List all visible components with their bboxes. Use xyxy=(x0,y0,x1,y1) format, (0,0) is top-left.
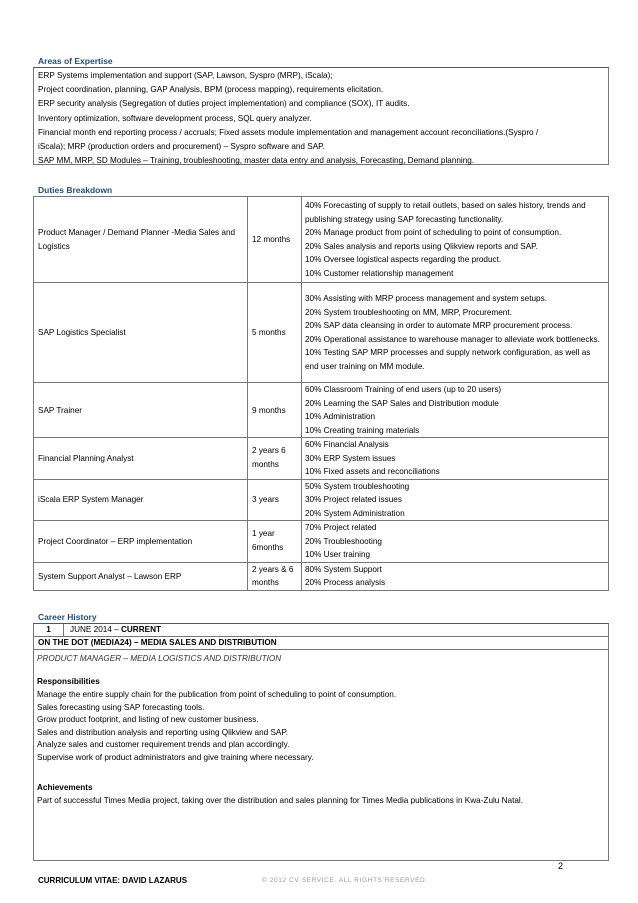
duty-item: 20% System Administration xyxy=(305,508,405,518)
responsibility-item: Manage the entire supply chain for the publication from point of scheduling to point of consumption. xyxy=(37,690,397,699)
expertise-line: Financial month end reporting process / accruals; Fixed assets module implementation and management account reconciliations.(Syspro / xyxy=(38,127,539,137)
duties-title: Duties Breakdown xyxy=(38,185,113,195)
achievements-title: Achievements xyxy=(37,783,93,792)
duty-item: 20% System troubleshooting on MM, MRP, Procurement. xyxy=(305,307,512,317)
duty-item: 70% Project related xyxy=(305,523,377,532)
duty-item: 10% Testing SAP MRP processes and supply network configuration, as well as end user training on MM module. xyxy=(305,348,591,371)
expertise-line: ERP Systems implementation and support (SAP, Lawson, Syspro (MRP), iScala); xyxy=(38,71,333,80)
duty-item: 80% System Support xyxy=(305,564,382,574)
duty-duration: 1 year 6months xyxy=(248,521,302,563)
duty-item: 10% Creating training materials xyxy=(305,425,420,435)
career-position: PRODUCT MANAGER – MEDIA LOGISTICS AND DISTRIBUTION xyxy=(37,654,282,663)
footer-copyright: © 2012 CV SERVICE. ALL RIGHTS RESERVED. xyxy=(262,877,428,884)
duty-duration: 2 years 6 months xyxy=(248,438,302,480)
career-entry-number: 1 xyxy=(34,624,64,636)
duty-item: 20% SAP data cleansing in order to automate MRP procurement process. xyxy=(305,321,573,330)
duty-role: SAP Logistics Specialist xyxy=(34,283,248,383)
duty-item: 40% Forecasting of supply to retail outlets, based on sales history, trends and publishing strategy using SAP forecasting functionality. xyxy=(305,201,586,224)
duty-items xyxy=(302,438,609,480)
duties-row xyxy=(34,438,609,480)
career-date-current: CURRENT xyxy=(120,625,162,634)
responsibility-item: Grow product footprint, and listing of new customer business. xyxy=(37,715,259,725)
achievement-item: Part of successful Times Media project, taking over the distribution and sales planning for Times Media publications in Kwa-Zulu Natal. xyxy=(37,796,524,805)
responsibility-item: Analyze sales and customer requirement trends and plan accordingly. xyxy=(37,740,290,750)
duty-item: 10% Administration xyxy=(305,412,376,421)
career-date-prefix: JUNE 2014 – xyxy=(70,625,121,634)
expertise-line: SAP MM, MRP, SD Modules – Training, troubleshooting, master data entry and analysis, Forecasting, Demand planning. xyxy=(38,156,475,166)
duty-item: 30% ERP System issues xyxy=(305,453,396,463)
duties-row xyxy=(34,383,609,438)
duty-duration: 5 months xyxy=(248,283,302,383)
duty-items xyxy=(302,479,609,521)
duty-item: 10% User training xyxy=(305,550,371,559)
expertise-title: Areas of Expertise xyxy=(38,56,113,66)
duty-role: System Support Analyst – Lawson ERP xyxy=(34,562,248,590)
duty-role: Product Manager / Demand Planner -Media Sales and Logistics xyxy=(34,197,248,283)
duty-item: 60% Classroom Training of end users (up to 20 users) xyxy=(305,385,502,394)
duties-table xyxy=(33,196,609,591)
career-entry-header xyxy=(33,623,609,637)
duty-item: 20% Manage product from point of scheduling to point of consumption. xyxy=(305,228,562,237)
expertise-box xyxy=(33,67,609,165)
duty-role: SAP Trainer xyxy=(34,383,248,438)
duties-row xyxy=(34,521,609,563)
duty-duration: 12 months xyxy=(248,197,302,283)
footer-cv-title: CURRICULUM VITAE: DAVID LAZARUS xyxy=(38,876,188,885)
duties-row xyxy=(34,562,609,590)
expertise-line: Project coordination, planning, GAP Analysis, BPM (process mapping), requirements elicitation. xyxy=(38,85,384,95)
duty-items xyxy=(302,562,609,590)
duty-duration: 2 years & 6 months xyxy=(248,562,302,590)
duties-row xyxy=(34,197,609,283)
responsibilities-list xyxy=(37,689,396,765)
duty-items xyxy=(302,383,609,438)
duty-item: 50% System troubleshooting xyxy=(305,481,410,491)
career-entry-date xyxy=(70,624,161,636)
duties-row xyxy=(34,479,609,521)
responsibility-item: Sales and distribution analysis and reporting using Qlikview and SAP. xyxy=(37,727,289,737)
expertise-line: ERP security analysis (Segregation of duties project implementation) and compliance (SOX), IT audits. xyxy=(38,99,410,109)
duty-duration: 9 months xyxy=(248,383,302,438)
achievements-list xyxy=(37,795,523,808)
duty-role: Financial Planning Analyst xyxy=(34,438,248,480)
career-company: ON THE DOT (MEDIA24) – MEDIA SALES AND DISTRIBUTION xyxy=(33,636,609,650)
expertise-line: iScala); MRP (production orders and procurement) – Syspro software and SAP. xyxy=(38,142,325,152)
duty-item: 30% Assisting with MRP process management and system setups. xyxy=(305,294,547,303)
duty-item: 10% Fixed assets and reconciliations xyxy=(305,467,440,476)
career-title: Career History xyxy=(38,612,97,622)
expertise-line: Inventory optimization, software development process, SQL query analyzer. xyxy=(38,113,312,123)
duty-role: Project Coordinator – ERP implementation xyxy=(34,521,248,563)
duty-item: 20% Sales analysis and reports using Qlikview reports and SAP. xyxy=(305,241,538,251)
duty-items xyxy=(302,521,609,563)
responsibility-item: Sales forecasting using SAP forecasting tools. xyxy=(37,702,205,712)
duty-item: 60% Financial Analysis xyxy=(305,440,389,449)
responsibility-item: Supervise work of product administrators and give training where necessary. xyxy=(37,752,314,762)
duty-item: 20% Troubleshooting xyxy=(305,536,382,546)
duty-item: 10% Oversee logistical aspects regarding the product. xyxy=(305,255,502,264)
responsibilities-title: Responsibilities xyxy=(37,677,100,686)
duty-item: 20% Operational assistance to warehouse manager to alleviate work bottlenecks. xyxy=(305,334,600,344)
duty-duration: 3 years xyxy=(248,479,302,521)
duty-items xyxy=(302,283,609,383)
duty-items xyxy=(302,197,609,283)
duty-item: 10% Customer relationship management xyxy=(305,268,454,278)
duty-role: iScala ERP System Manager xyxy=(34,479,248,521)
duty-item: 30% Project related issues xyxy=(305,495,402,504)
duties-row xyxy=(34,283,609,383)
duty-item: 20% Process analysis xyxy=(305,578,386,587)
page-number: 2 xyxy=(558,861,564,871)
duty-item: 20% Learning the SAP Sales and Distribution module xyxy=(305,398,499,408)
